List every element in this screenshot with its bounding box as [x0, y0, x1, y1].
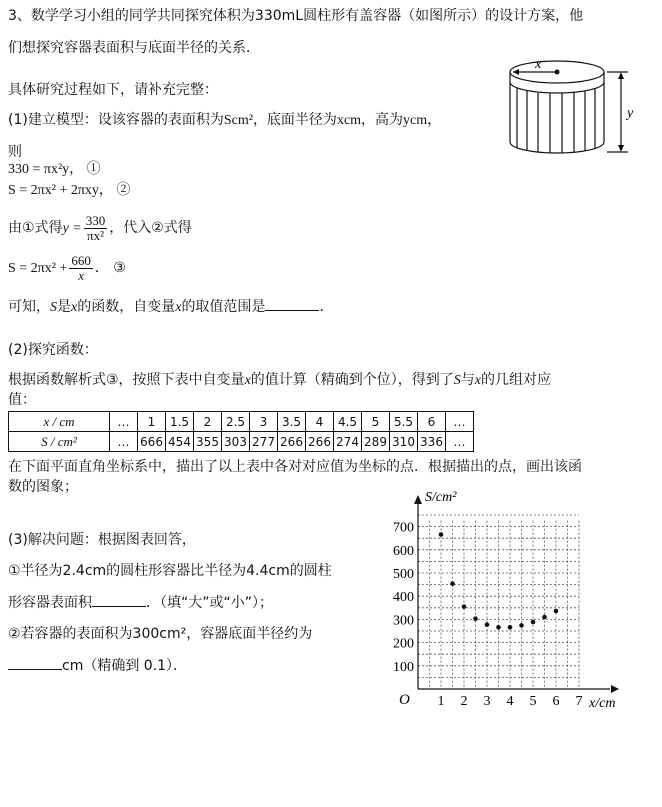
x-tick-label: 1	[437, 694, 445, 709]
fraction-660-over-x	[69, 254, 93, 283]
equation-2-sep: ，	[98, 183, 113, 198]
part2-text-c: 与	[460, 372, 475, 388]
derive-y-line	[8, 210, 192, 247]
part2-text-d: 的几组对应	[481, 372, 551, 388]
part2-line-1	[8, 370, 551, 391]
part3-q1-text: 形容器表面积	[8, 595, 92, 611]
part2-var-s: S	[453, 373, 461, 388]
y-axis-arrow	[414, 495, 422, 504]
plot-instruction-line-2: 数的图象；	[8, 479, 78, 495]
part1-mid2: ，高为	[361, 112, 404, 128]
y-axis-label: S/cm²	[425, 490, 457, 505]
q1-text-b: 是	[57, 299, 71, 315]
table-cell: 277	[250, 432, 278, 452]
part1-end: ，	[427, 112, 442, 128]
table-cell: 5	[362, 412, 390, 432]
table-cell: 666	[138, 432, 166, 452]
surface-unit: Scm²	[223, 113, 253, 128]
compare-answer-blank[interactable]	[92, 593, 146, 607]
radius-answer-blank[interactable]	[8, 656, 62, 670]
equation-1-sep: ，	[69, 162, 84, 177]
part3-q2-line-2	[8, 656, 187, 676]
equation-2-expr: S = 2πx² + 2πxy	[8, 183, 99, 198]
fraction-numerator: 660	[71, 252, 91, 268]
table-row-s	[9, 432, 474, 452]
x-tick-label: 7	[575, 694, 583, 709]
y-tick-label: 500	[393, 567, 414, 582]
q1-text-d: 的取值范围是	[181, 299, 266, 315]
part3-q2-line-1: ②若容器的表面积为300cm²，容器底面半径约为	[8, 626, 313, 642]
part2-text-b: 的值计算（精确到个位），得到了	[250, 372, 454, 388]
data-point	[496, 625, 501, 630]
fraction-numerator: 330	[85, 212, 106, 228]
part1-mid1: ，底面半径为	[252, 112, 337, 128]
table-cell: 5.5	[390, 412, 418, 432]
table-cell: 266	[278, 432, 306, 452]
height-unit: ycm	[403, 113, 428, 128]
table-cell: 3	[250, 412, 278, 432]
table-cell: 1	[138, 412, 166, 432]
q1-var-x2: x	[175, 300, 182, 315]
circled-two: ②	[116, 183, 131, 198]
data-point	[508, 625, 513, 630]
question-domain-line	[8, 297, 333, 318]
y-tick-label: 200	[393, 636, 414, 652]
y-tick-label: 100	[393, 659, 414, 675]
process-intro: 具体研究过程如下，请补充完整：	[8, 82, 218, 98]
data-point	[554, 609, 559, 614]
part2-var-x: x	[244, 373, 251, 388]
origin-label: O	[399, 692, 410, 708]
equation-3-end: ．	[94, 260, 109, 276]
y-equals: y =	[62, 221, 82, 236]
table-row-x	[9, 412, 474, 432]
table-cell: 303	[222, 432, 250, 452]
x-axis-arrow	[611, 685, 619, 693]
table-cell: 274	[334, 432, 362, 452]
plot-instruction-line-1: 在下面平面直角坐标系中，描出了以上表中各对对应值为坐标的点．根据描出的点，画出该函	[8, 459, 582, 475]
cylinder-figure	[505, 52, 655, 162]
x-tick-label: 3	[483, 694, 491, 709]
part3-q1-line-1: ①半径为2.4cm的圆柱形容器比半径为4.4cm的圆柱	[8, 563, 332, 579]
table-cell: 3.5	[278, 412, 306, 432]
then-label: 则	[8, 144, 22, 160]
x-tick-label: 5	[529, 694, 537, 709]
equation-3-left: S = 2πx² +	[8, 261, 68, 276]
part3-title: (3)解决问题：根据图表回答，	[8, 532, 196, 548]
cylinder-bottom-arc	[510, 142, 604, 153]
problem-line-1: 3、数学学习小组的同学共同探究体积为330mL圆柱形有盖容器（如图所示）的设计方案，他	[8, 8, 584, 24]
substitute-label: ，代入②式得	[109, 220, 192, 236]
equation-1-expr: 330 = πx²y	[8, 162, 70, 177]
part1-model-line	[8, 110, 441, 131]
x-tick-label: 6	[552, 694, 560, 709]
circled-three: ③	[113, 260, 126, 276]
table-cell: 355	[194, 432, 222, 452]
part2-text-a: 根据函数解析式③，按照下表中自变量	[8, 372, 245, 388]
q1-var-s: S	[50, 300, 57, 315]
chart-axes	[414, 495, 619, 693]
part2-title: (2)探究函数：	[8, 342, 98, 358]
circled-one: ①	[86, 162, 101, 177]
equation-2	[8, 181, 130, 201]
data-point	[542, 615, 547, 620]
q1-end: ．	[319, 299, 334, 315]
table-cell: …	[110, 412, 138, 432]
data-point	[531, 620, 536, 625]
scatter-plot	[385, 485, 660, 720]
height-arrow-down	[618, 145, 624, 152]
from-eq-label: 由①式得	[8, 220, 63, 236]
data-point	[485, 622, 490, 627]
table-cell: 6	[418, 412, 446, 432]
radius-arrow-left	[513, 69, 519, 75]
table-cell: 2.5	[222, 412, 250, 432]
q1-text-a: 可知，	[8, 299, 50, 315]
table-cell: 310	[390, 432, 418, 452]
part1-prefix: (1)建立模型：设该容器的表面积为	[8, 112, 224, 128]
equation-3	[8, 250, 126, 287]
domain-answer-blank[interactable]	[265, 297, 319, 311]
data-point	[439, 532, 444, 537]
table-header-x: x / cm	[9, 412, 110, 432]
data-point	[519, 623, 524, 628]
data-point	[462, 604, 467, 609]
part2-line-2: 值：	[8, 392, 36, 408]
y-tick-label: 600	[393, 543, 414, 559]
table-cell: 2	[194, 412, 222, 432]
fraction-denominator: πx²	[87, 227, 104, 243]
cylinder-lid-rim	[510, 82, 604, 93]
table-cell: 4	[306, 412, 334, 432]
table-cell: 336	[418, 432, 446, 452]
fraction-denominator: x	[78, 267, 84, 283]
y-tick-label: 400	[393, 590, 414, 606]
x-tick-label: 4	[506, 694, 514, 709]
height-arrow-up	[618, 72, 624, 79]
equation-1	[8, 160, 101, 180]
table-cell: …	[110, 432, 138, 452]
table-cell: 4.5	[334, 412, 362, 432]
table-cell: 1.5	[166, 412, 194, 432]
part3-q1-end: ．（填“大”或“小”）；	[146, 595, 274, 611]
fraction-330-over-pix2	[84, 214, 108, 243]
part3-q1-line-2	[8, 593, 273, 613]
height-label: y	[627, 106, 634, 121]
q1-var-x: x	[71, 300, 78, 315]
table-cell: …	[446, 432, 474, 452]
table-header-s: S / cm²	[9, 432, 110, 452]
part3-q2-end: cm（精确到 0.1）．	[62, 658, 188, 674]
y-tick-label: 300	[393, 613, 414, 629]
table-cell: 266	[306, 432, 334, 452]
values-table	[8, 411, 474, 452]
problem-line-2: 们想探究容器表面积与底面半径的关系．	[8, 40, 260, 56]
center-dot	[555, 70, 560, 75]
chart-grid	[418, 515, 579, 689]
part2-var-x2: x	[474, 373, 481, 388]
table-cell: …	[446, 412, 474, 432]
table-cell: 454	[166, 432, 194, 452]
data-point	[473, 616, 478, 621]
y-tick-label: 700	[393, 520, 414, 536]
radius-unit: xcm	[336, 113, 362, 128]
radius-label: x	[535, 57, 542, 72]
x-axis-label: x/cm	[589, 696, 616, 711]
q1-text-c: 的函数，自变量	[77, 299, 176, 315]
x-tick-label: 2	[460, 694, 468, 709]
data-point	[450, 581, 455, 586]
table-cell: 289	[362, 432, 390, 452]
